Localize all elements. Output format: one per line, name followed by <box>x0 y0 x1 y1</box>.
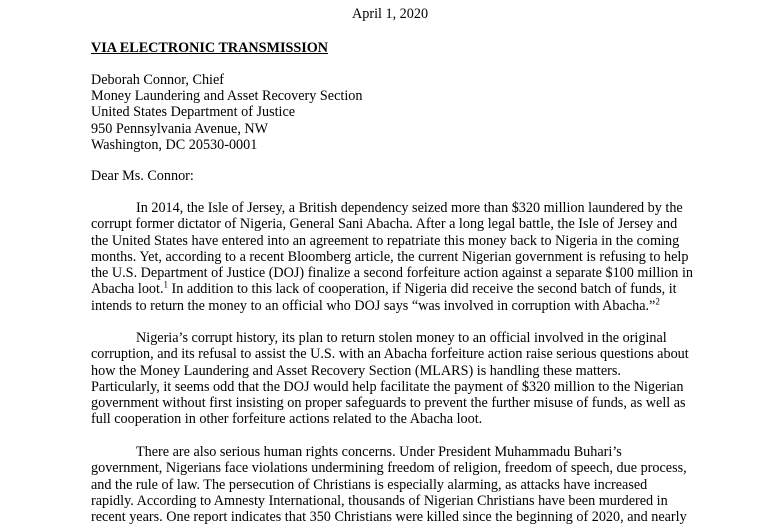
paragraph-line: rapidly. According to Amnesty International, thousands of Nigerian Christians have been murdered in <box>91 492 668 509</box>
paragraph-line: full cooperation in other forfeiture actions related to the Abacha loot. <box>91 411 483 428</box>
letter-date: April 1, 2020 <box>352 6 429 22</box>
footnote-ref-2[interactable]: 2 <box>655 296 660 307</box>
paragraph-3 <box>91 444 691 525</box>
text-run: intends to return the money to an official who DOJ says “was involved in corruption with Abacha.” <box>91 297 656 314</box>
recipient-line: United States Department of Justice <box>91 104 296 121</box>
paragraph-line: and the rule of law. The persecution of Christians is especially alarming, as attacks have increased <box>91 476 648 493</box>
paragraph-2 <box>91 330 691 428</box>
salutation: Dear Ms. Connor: <box>91 168 194 184</box>
paragraph-1 <box>91 200 691 314</box>
recipient-line: 950 Pennsylvania Avenue, NW <box>91 120 269 137</box>
paragraph-line: Particularly, it seems odd that the DOJ would help facilitate the payment of $320 million to the Nigerian <box>91 378 684 395</box>
recipient-line: Deborah Connor, Chief <box>91 72 225 88</box>
paragraph-line <box>91 281 691 297</box>
paragraph-line <box>91 298 691 314</box>
paragraph-line: months. Yet, according to a recent Bloomberg article, the current Nigerian government is refusing to help <box>91 248 689 265</box>
recipient-address <box>91 72 362 153</box>
paragraph-line: government, Nigerians face violations undermining freedom of religion, freedom of speech, due process, <box>91 460 687 477</box>
paragraph-line: Nigeria’s corrupt history, its plan to return stolen money to an official involved in the original <box>136 330 667 346</box>
paragraph-line: corrupt former dictator of Nigeria, General Sani Abacha. After a long legal battle, the Isle of Jersey and <box>91 216 678 233</box>
text-run: In addition to this lack of cooperation, if Nigeria did receive the second batch of funds, it <box>168 281 677 298</box>
paragraph-line: There are also serious human rights concerns. Under President Muhammadu Buhari’s <box>136 444 622 460</box>
recipient-line: Money Laundering and Asset Recovery Section <box>91 88 363 105</box>
paragraph-line: the United States have entered into an agreement to repatriate this money back to Nigeria in the coming <box>91 232 680 249</box>
paragraph-line: recent years. One report indicates that 350 Christians were killed since the beginning of 2020, and nearly <box>91 509 687 525</box>
text-run: Abacha loot. <box>91 281 164 298</box>
paragraph-line: corruption, and its refusal to assist the U.S. with an Abacha forfeiture action raise serious questions about <box>91 346 689 363</box>
paragraph-line: how the Money Laundering and Asset Recovery Section (MLARS) is handling these matters. <box>91 362 621 379</box>
paragraph-line: In 2014, the Isle of Jersey, a British dependency seized more than $320 million laundered by the <box>136 200 683 216</box>
paragraph-line: the U.S. Department of Justice (DOJ) finalize a second forfeiture action against a separate $100 million in <box>91 265 693 282</box>
footnote-ref-1[interactable]: 1 <box>163 279 168 290</box>
paragraph-line: government without first insisting on proper safeguards to prevent the further misuse of funds, as well as <box>91 395 686 412</box>
transmission-method: VIA ELECTRONIC TRANSMISSION <box>91 40 329 56</box>
recipient-line: Washington, DC 20530-0001 <box>91 136 258 153</box>
